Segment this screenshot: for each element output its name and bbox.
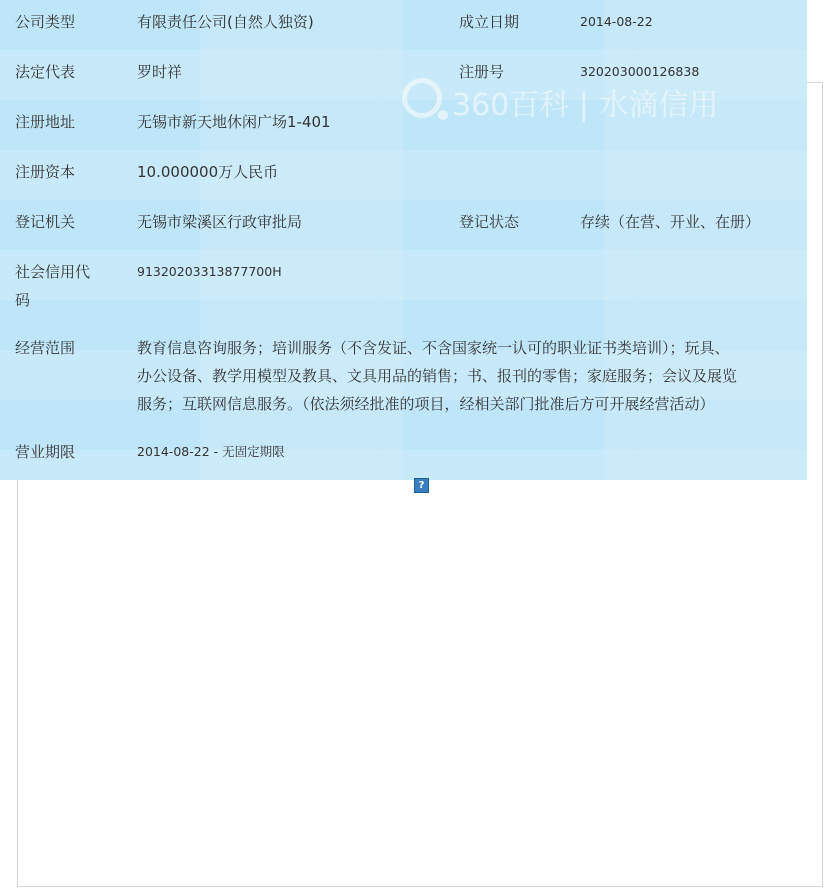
company-type-value: 有限责任公司(自然人独资) (137, 13, 314, 31)
credit-code-label (15, 258, 107, 314)
credit-code-value: 91320203313877700H (137, 264, 282, 279)
status-value: 存续（在营、开业、在册） (580, 213, 761, 231)
company-type-label: 公司类型 (15, 13, 76, 31)
term-value: 2014-08-22 - 无固定期限 (137, 444, 285, 459)
reg-no-label: 注册号 (459, 63, 505, 81)
scope-value (137, 334, 787, 418)
capital-value: 10.000000万人民币 (137, 163, 279, 181)
credit-code-label-line1: 社会信用代 (15, 263, 91, 281)
watermark-text: 360百科 | 水滴信用 (452, 88, 719, 123)
watermark-dot-icon (438, 110, 448, 120)
address-value: 无锡市新天地休闲广场1-401 (137, 113, 331, 131)
credit-code-label-line2: 码 (15, 291, 31, 309)
established-value: 2014-08-22 (580, 14, 653, 29)
status-label: 登记状态 (459, 213, 520, 231)
scope-line-2: 办公设备、教学用模型及教具、文具用品的销售；书、报刊的零售；家庭服务；会议及展览 (137, 367, 738, 385)
scope-line-1: 教育信息咨询服务；培训服务（不含发证、不含国家统一认可的职业证书类培训）；玩具、 (137, 339, 730, 357)
term-label: 营业期限 (15, 443, 76, 461)
authority-label: 登记机关 (15, 213, 76, 231)
watermark-ring-icon (402, 78, 442, 118)
address-label: 注册地址 (15, 113, 76, 131)
authority-value: 无锡市梁溪区行政审批局 (137, 213, 303, 231)
watermark-logo (402, 74, 742, 128)
help-icon[interactable]: ? (414, 478, 429, 493)
legal-rep-value: 罗时祥 (137, 63, 183, 81)
capital-label: 注册资本 (15, 163, 76, 181)
reg-no-value: 320203000126838 (580, 64, 700, 79)
scope-line-3: 服务；互联网信息服务。（依法须经批准的项目，经相关部门批准后方可开展经营活动） (137, 395, 715, 413)
established-label: 成立日期 (459, 13, 520, 31)
scope-label: 经营范围 (15, 339, 76, 357)
legal-rep-label: 法定代表 (15, 63, 76, 81)
